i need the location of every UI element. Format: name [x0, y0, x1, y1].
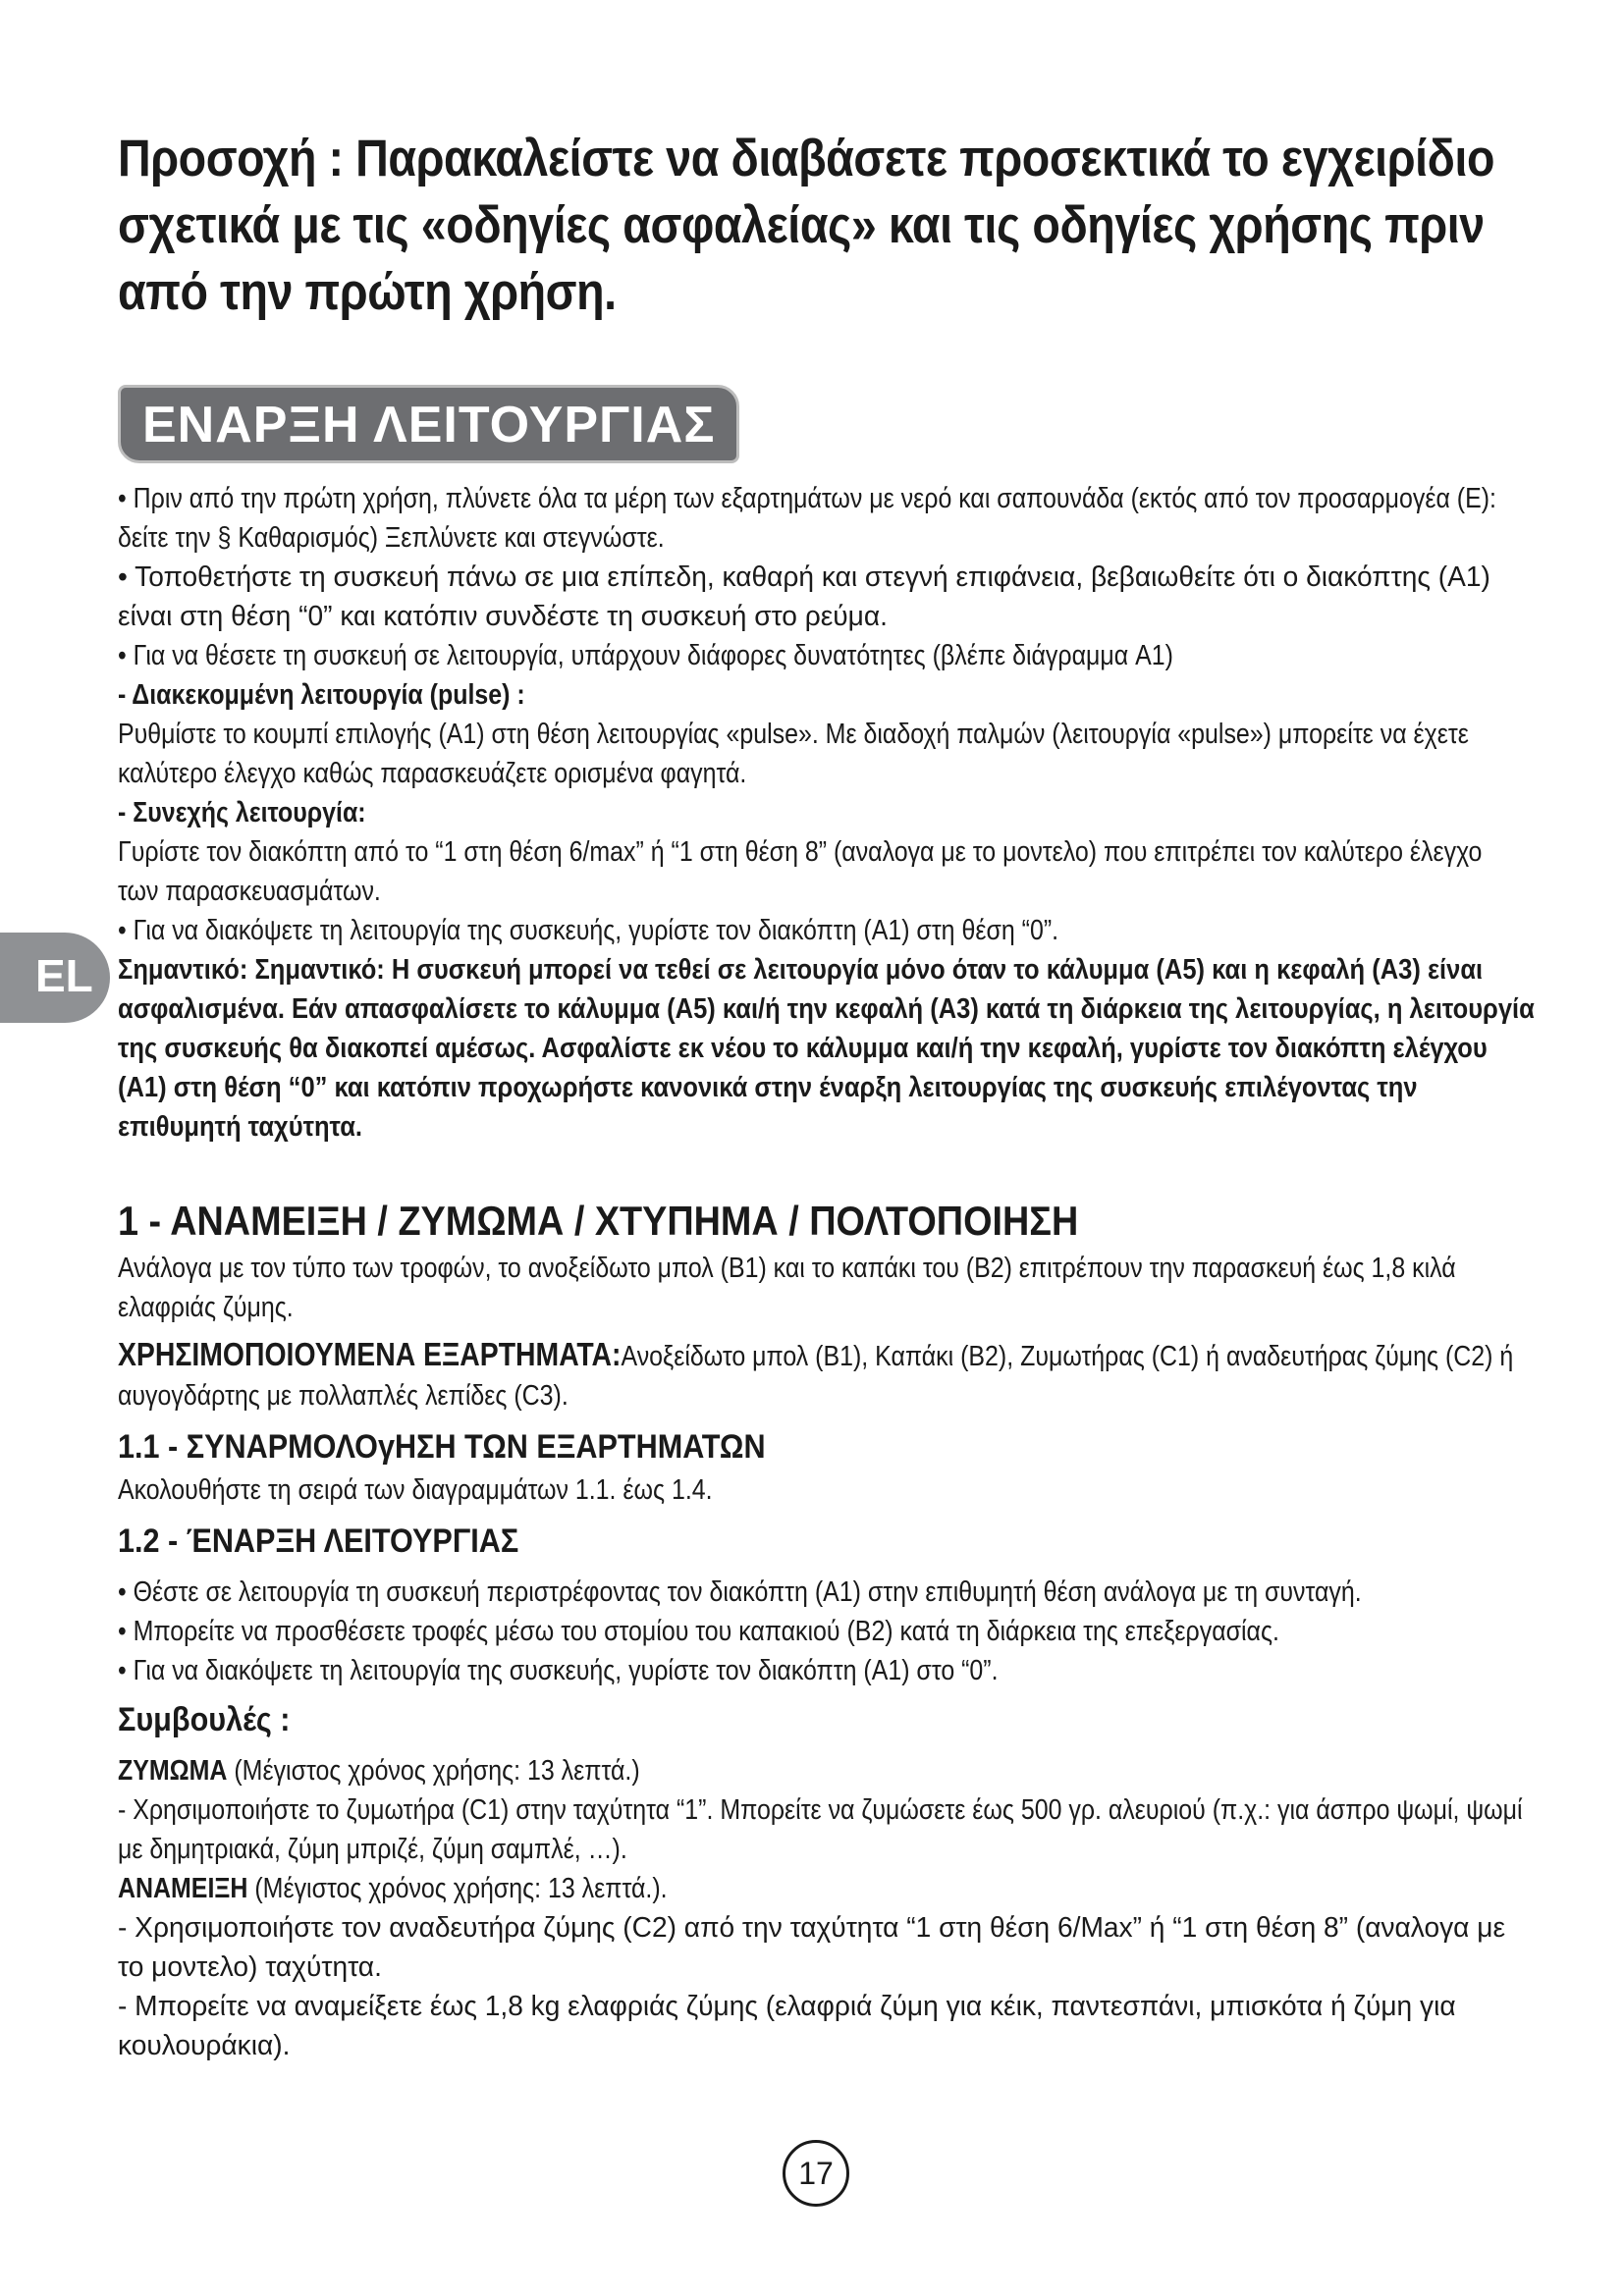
accessories-text: Ανοξείδωτο μπολ (B1), Καπάκι (B2), Ζυμωτήρας (C1) ή αναδευτήρας ζύμης (C2) ή αυγογδάρτης με πολλαπλές λεπίδες (C3). — [118, 1341, 1514, 1412]
language-tab-label: EL — [35, 950, 93, 1001]
tips-title: Συμβουλές : — [118, 1701, 291, 1738]
continuous-mode-title: - Συνεχής λειτουργία: — [118, 797, 366, 828]
mixing-label: ΑΝΑΜΕΙΞΗ — [118, 1873, 248, 1904]
section-banner: ΕΝΑΡΞΗ ΛΕΙΤΟΥΡΓΙΑΣ — [118, 385, 739, 463]
kneading-heading — [118, 1751, 1528, 1790]
safety-warning-heading: Προσοχή : Παρακαλείστε να διαβάσετε προσεκτικά το εγχειρίδιο σχετικά με τις «οδηγίες ασφαλείας» και τις οδηγίες χρήσης πριν από την πρώτη χρήση. — [118, 130, 1495, 321]
subsection-1-2-title: 1.2 - ΈΝΑΡΞΗ ΛΕΙΤΟΥΡΓΙΑΣ — [118, 1522, 519, 1560]
start-bullet-4: • Για να διακόψετε τη λειτουργία της συσκευής, γυρίστε τον διακόπτη (A1) στη θέση “0”. — [118, 915, 1059, 946]
pulse-mode-text: Ρυθμίστε το κουμπί επιλογής (A1) στη θέση λειτουργίας «pulse». Με διαδοχή παλμών (λειτουργία «pulse») μπορείτε να έχετε καλύτερο έλεγχο καθώς παρασκευάζετε ορισμένα φαγητά. — [118, 719, 1469, 789]
start-bullet-1: • Πριν από την πρώτη χρήση, πλύνετε όλα τα μέρη των εξαρτημάτων με νερό και σαπουνάδα (εκτός από τον προσαρμογέα (E): δείτε την § Καθαρισμός) Ξεπλύνετε και στεγνώστε. — [118, 483, 1496, 554]
kneading-time: (Μέγιστος χρόνος χρήσης: 13 λεπτά.) — [227, 1755, 640, 1787]
mixing-text-1: - Χρησιμοποιήστε τον αναδευτήρα ζύμης (C2) από την ταχύτητα “1 στη θέση 6/Max” ή “1 στη θέση 8” (αναλογα με το μοντελο) ταχύτητα. — [118, 1912, 1505, 1983]
page-number: 17 — [783, 2140, 849, 2207]
subsection-1-1-title: 1.1 - ΣΥΝΑΡΜΟΛΟγΗΣΗ ΤΩΝ ΕΞΑΡΤΗΜΑΤΩΝ — [118, 1428, 766, 1466]
subsection-1-1-text: Ακολουθήστε τη σειρά των διαγραμμάτων 1.1. έως 1.4. — [118, 1474, 713, 1506]
start-bullet-3: • Για να θέσετε τη συσκευή σε λειτουργία, υπάρχουν διάφορες δυνατότητες (βλέπε διάγραμμα A1) — [118, 640, 1173, 671]
language-tab — [0, 933, 110, 1023]
kneading-text: - Χρησιμοποιήστε το ζυμωτήρα (C1) στην ταχύτητα “1”. Μπορείτε να ζυμώσετε έως 500 γρ. αλευριού (π.χ.: για άσπρο ψωμί, ψωμί με δημητριακά, ζύμη μπριζέ, ζύμη σαμπλέ, …). — [118, 1794, 1523, 1865]
mixing-time: (Μέγιστος χρόνος χρήσης: 13 λεπτά.). — [247, 1873, 668, 1904]
continuous-mode-text: Γυρίστε τον διακόπτη από το “1 στη θέση 6/max” ή “1 στη θέση 8” (αναλογα με το μοντελο) που επιτρέπει τον καλύτερο έλεγχο των παρασκευασμάτων. — [118, 836, 1483, 907]
accessories-paragraph — [118, 1335, 1528, 1415]
pulse-mode-title: - Διακεκομμένη λειτουργία (pulse) : — [118, 679, 525, 711]
start-bullet-2: • Τοποθετήστε τη συσκευή πάνω σε μια επίπεδη, καθαρή και στεγνή επιφάνεια, βεβαιωθείτε ότι ο διακόπτης (A1) είναι στη θέση “0” και κατόπιν συνδέστε τη συσκευή στο ρεύμα. — [118, 561, 1490, 632]
mixing-heading — [118, 1869, 1528, 1908]
section-1-title: 1 - ΑΝΑΜΕΙΞΗ / ΖΥΜΩΜΑ / ΧΤΥΠΗΜΑ / ΠΟΛΤΟΠΟΙΗΣΗ — [118, 1198, 1079, 1244]
mixing-text-2: - Μπορείτε να αναμείξετε έως 1,8 kg ελαφριάς ζύμης (ελαφριά ζύμη για κέικ, παντεσπάνι, μπισκότα ή ζύμη για κουλουράκια). — [118, 1991, 1456, 2061]
subsection-1-2-bullet-3: • Για να διακόψετε τη λειτουργία της συσκευής, γυρίστε τον διακόπτη (A1) στο “0”. — [118, 1655, 999, 1686]
page-content — [118, 126, 1535, 2065]
subsection-1-2-bullet-2: • Μπορείτε να προσθέσετε τροφές μέσω του στομίου του καπακιού (B2) κατά τη διάρκεια της επεξεργασίας. — [118, 1616, 1279, 1647]
important-notice: Σημαντικό: Σημαντικό: Η συσκευή μπορεί να τεθεί σε λειτουργία μόνο όταν το κάλυμμα (A5) και η κεφαλή (A3) είναι ασφαλισμένα. Εάν απασφαλίσετε το κάλυμμα (A5) και/ή την κεφαλή (A3) κατά τη διάρκεια της λειτουργίας, η λειτουργία της συσκευής θα διακοπεί αμέσως. Ασφαλίστε εκ νέου το κάλυμμα και/ή την κεφαλή, γυρίστε τον διακόπτη ελέγχου (A1) στη θέση “0” και κατόπιν προχωρήστε κανονικά στην έναρξη λειτουργίας της συσκευής επιλέγοντας την επιθυμητή ταχύτητα. — [118, 954, 1535, 1143]
subsection-1-2-bullet-1: • Θέστε σε λειτουργία τη συσκευή περιστρέφοντας τον διακόπτη (A1) στην επιθυμητή θέση ανάλογα με τη συνταγή. — [118, 1576, 1362, 1608]
kneading-label: ΖΥΜΩΜΑ — [118, 1755, 228, 1787]
accessories-label: ΧΡΗΣΙΜΟΠΟΙΟΥΜΕΝΑ ΕΞΑΡΤΗΜΑΤΑ: — [118, 1336, 622, 1372]
section-1-intro: Ανάλογα με τον τύπο των τροφών, το ανοξείδωτο μπολ (B1) και το καπάκι του (B2) επιτρέπουν την παρασκευή έως 1,8 κιλά ελαφριάς ζύμης. — [118, 1253, 1456, 1323]
